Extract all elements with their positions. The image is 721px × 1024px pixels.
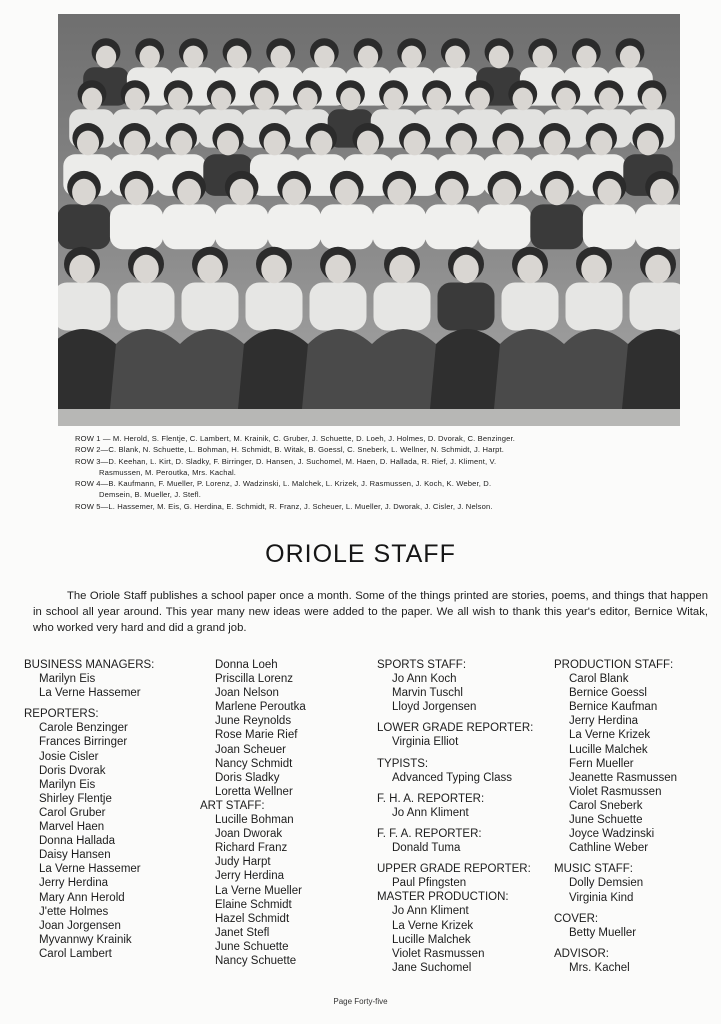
staff-column-1 xyxy=(24,658,214,961)
lower-grade-reporter-list xyxy=(377,735,557,749)
cover-heading: COVER: xyxy=(554,912,599,925)
staff-name: Carol Sneberk xyxy=(569,799,643,812)
staff-name: Lucille Malchek xyxy=(392,933,471,946)
staff-name: Jeanette Rasmussen xyxy=(569,771,678,784)
caption-row-5: ROW 5—L. Hassemer, M. Eis, G. Herdina, E. Schmidt, R. Franz, J. Scheuer, L. Mueller, J. Dworak, J. Cisler, J. Nelson. xyxy=(75,501,493,511)
caption-row-2: ROW 2—C. Blank, N. Schuette, L. Bohman, H. Schmidt, B. Witak, B. Goessl, C. Sneberk, L. Wellner, N. Schmidt, J. Harpt. xyxy=(75,445,505,455)
staff-name: Carol Gruber xyxy=(39,806,106,819)
staff-name: Judy Harpt xyxy=(215,856,271,869)
group-photo-drawing xyxy=(58,14,680,426)
staff-name: Donna Hallada xyxy=(39,835,116,848)
advisor-heading: ADVISOR: xyxy=(554,947,609,960)
staff-name: Mary Ann Herold xyxy=(39,891,125,904)
caption-row-3: ROW 3—D. Keehan, L. Kirt, D. Sladky, F. Birringer, D. Hansen, J. Suchomel, M. Haen, D. Hallada, R. Rief, J. Kliment, V. xyxy=(75,456,497,466)
staff-name: Loretta Wellner xyxy=(215,785,293,798)
staff-name: Frances Birringer xyxy=(39,736,128,749)
master-production-heading: MASTER PRODUCTION: xyxy=(377,891,509,904)
staff-name: Violet Rasmussen xyxy=(569,785,662,798)
staff-name: Rose Marie Rief xyxy=(215,729,298,742)
staff-name: Jerry Herdina xyxy=(569,715,639,728)
music-staff-heading: MUSIC STAFF: xyxy=(554,863,634,876)
typists-heading: TYPISTS: xyxy=(377,757,429,770)
upper-grade-reporter-heading: UPPER GRADE REPORTER: xyxy=(377,863,531,876)
staff-name: Carol Blank xyxy=(569,673,629,686)
production-staff-list xyxy=(554,672,719,855)
advisor-list xyxy=(554,961,719,975)
staff-name: Jo Ann Kliment xyxy=(392,905,469,918)
staff-name: June Reynolds xyxy=(215,715,292,728)
upper-grade-reporter-list xyxy=(377,876,557,890)
reporters-list-continued xyxy=(200,658,370,799)
staff-name: La Verne Krizek xyxy=(569,729,651,742)
staff-column-3 xyxy=(377,658,557,975)
staff-name: Carole Benzinger xyxy=(39,722,128,735)
staff-name: June Schuette xyxy=(569,814,643,827)
group-photo xyxy=(58,14,680,426)
caption-row-4-cont: Demsein, B. Mueller, J. Stefl. xyxy=(99,490,201,500)
staff-name: Bernice Goessl xyxy=(569,687,647,700)
staff-name: Joyce Wadzinski xyxy=(569,828,655,841)
caption-row-1: ROW 1 — M. Herold, S. Flentje, C. Lambert, M. Krainik, C. Gruber, J. Schuette, D. Loeh, J. Holmes, D. Dvorak, C. Benzinger. xyxy=(75,434,516,443)
cover-list xyxy=(554,926,719,940)
staff-name: Paul Pfingsten xyxy=(392,877,467,890)
music-staff-list xyxy=(554,876,719,904)
production-staff-heading: PRODUCTION STAFF: xyxy=(554,659,674,671)
staff-name: Jo Ann Kliment xyxy=(392,806,469,819)
staff-name: Violet Rasmussen xyxy=(392,947,485,960)
staff-name: Lloyd Jorgensen xyxy=(392,701,477,714)
page-title: ORIOLE STAFF xyxy=(265,540,456,568)
staff-column-2 xyxy=(200,658,370,968)
staff-name: Nancy Schmidt xyxy=(215,757,293,770)
staff-name: Jerry Herdina xyxy=(215,870,285,883)
staff-name: Hazel Schmidt xyxy=(215,912,290,925)
art-staff-list xyxy=(200,813,370,968)
staff-name: Doris Dvorak xyxy=(39,764,106,777)
ffa-reporter-list xyxy=(377,841,557,855)
staff-name: Betty Mueller xyxy=(569,926,637,939)
staff-name: La Verne Mueller xyxy=(215,884,302,897)
staff-name: La Verne Hassemer xyxy=(39,687,141,700)
staff-name: Cathline Weber xyxy=(569,842,649,855)
staff-name: Marvin Tuschl xyxy=(392,687,463,700)
staff-name: Daisy Hansen xyxy=(39,849,111,862)
staff-name: Nancy Schuette xyxy=(215,954,297,967)
staff-name: Marilyn Eis xyxy=(39,673,96,686)
business-managers-heading: BUSINESS MANAGERS: xyxy=(24,659,155,671)
staff-name: Marilyn Eis xyxy=(39,778,96,791)
staff-name: Jane Suchomel xyxy=(392,961,472,974)
staff-name: Bernice Kaufman xyxy=(569,701,658,714)
staff-name: La Verne Krizek xyxy=(392,919,474,932)
photo-caption xyxy=(75,433,675,512)
staff-name: Marvel Haen xyxy=(39,821,105,834)
staff-name: Jerry Herdina xyxy=(39,877,109,890)
staff-name: Carol Lambert xyxy=(39,947,112,960)
staff-column-4 xyxy=(554,658,719,975)
reporters-heading: REPORTERS: xyxy=(24,708,99,721)
staff-name: Donna Loeh xyxy=(215,659,278,671)
staff-name: Josie Cisler xyxy=(39,750,99,763)
ffa-reporter-heading: F. F. A. REPORTER: xyxy=(377,827,482,840)
caption-row-3-cont: Rasmussen, M. Peroutka, Mrs. Kachal. xyxy=(99,467,237,477)
staff-name: Joan Dworak xyxy=(215,828,283,841)
fha-reporter-list xyxy=(377,806,557,820)
staff-name: Dolly Demsien xyxy=(569,877,644,890)
staff-name: Shirley Flentje xyxy=(39,792,112,805)
staff-name: Joan Nelson xyxy=(215,687,279,700)
staff-name: Elaine Schmidt xyxy=(215,898,292,911)
staff-name: Joan Jorgensen xyxy=(39,919,121,932)
master-production-list xyxy=(377,904,557,974)
staff-name: Priscilla Lorenz xyxy=(215,673,293,686)
staff-name: Donald Tuma xyxy=(392,842,461,855)
business-managers-list xyxy=(24,672,214,700)
sports-staff-heading: SPORTS STAFF: xyxy=(377,659,467,671)
staff-name: Fern Mueller xyxy=(569,757,634,770)
staff-name: Doris Sladky xyxy=(215,771,280,784)
staff-name: J'ette Holmes xyxy=(39,905,109,918)
staff-name: Mrs. Kachel xyxy=(569,961,630,974)
caption-row-4: ROW 4—B. Kaufmann, F. Mueller, P. Lorenz, J. Wadzinski, L. Malchek, L. Krizek, J. Rasmussen, J. Koch, K. Weber, D. xyxy=(75,479,492,489)
staff-name: Myvannwy Krainik xyxy=(39,933,132,946)
sports-staff-list xyxy=(377,672,557,714)
intro-paragraph: The Oriole Staff publishes a school paper once a month. Some of the things printed are stories, poems, and things that happen in school all year around. This year many new ideas were added to the paper. We all wish to thank this year's editor, Bernice Witak, who worked very hard and did a grand job. xyxy=(33,590,708,634)
page-number: Page Forty-five xyxy=(333,997,388,1006)
staff-name: Joan Scheuer xyxy=(215,743,286,756)
staff-name: Jo Ann Koch xyxy=(392,673,457,686)
staff-name: Virginia Elliot xyxy=(392,736,459,749)
staff-name: Richard Franz xyxy=(215,842,288,855)
staff-name: Virginia Kind xyxy=(569,891,634,904)
staff-name: La Verne Hassemer xyxy=(39,863,141,876)
staff-name: June Schuette xyxy=(215,940,289,953)
staff-name: Janet Stefl xyxy=(215,926,270,939)
staff-name: Lucille Malchek xyxy=(569,743,648,756)
staff-name: Lucille Bohman xyxy=(215,814,294,827)
staff-name: Marlene Peroutka xyxy=(215,701,306,714)
typists-list xyxy=(377,771,557,785)
fha-reporter-heading: F. H. A. REPORTER: xyxy=(377,792,485,805)
art-staff-heading: ART STAFF: xyxy=(200,799,265,812)
lower-grade-reporter-heading: LOWER GRADE REPORTER: xyxy=(377,722,534,735)
staff-name: Advanced Typing Class xyxy=(392,771,512,784)
reporters-list xyxy=(24,721,214,961)
